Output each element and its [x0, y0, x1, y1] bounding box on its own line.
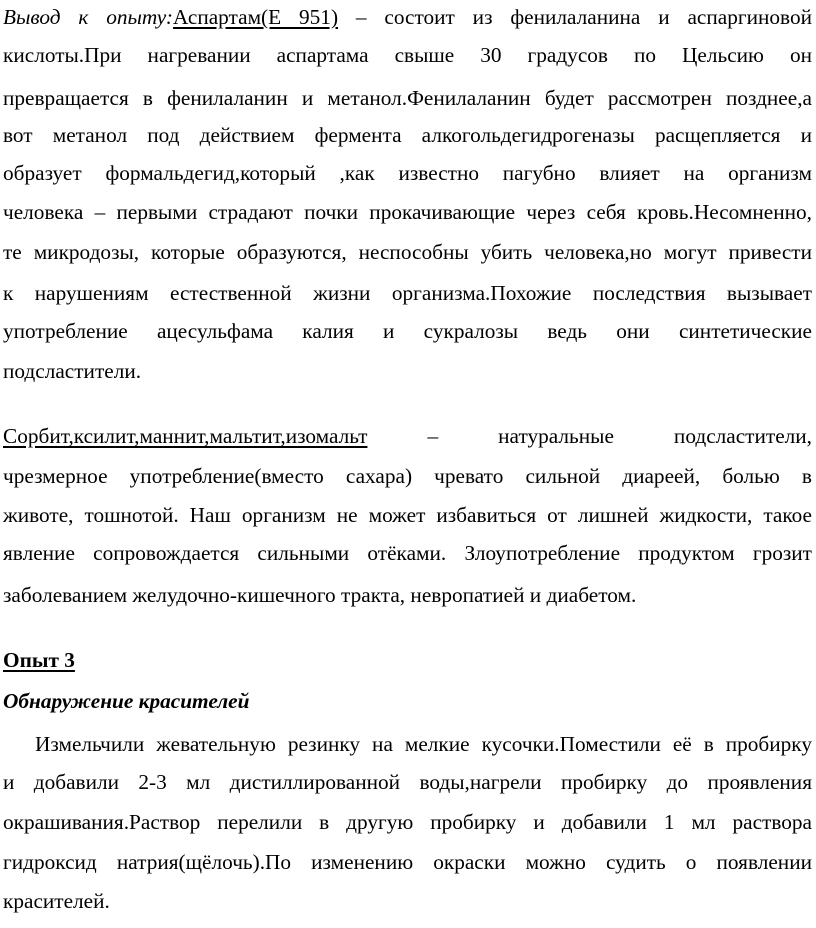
experiment-heading: Опыт 3	[3, 648, 75, 672]
paragraph2-line-1-rest: – натуральные подсластители,	[367, 424, 812, 448]
experiment-line: окрашивания.Раствор перелили в другую пробирку и добавили 1 мл раствора	[3, 810, 812, 834]
paragraph1-line: человека – первыми страдают почки прокачивающие через себя кровь.Несомненно,	[3, 200, 812, 224]
sugar-alcohols-term: Сорбит,ксилит,маннит,мальтит,изомальт	[3, 424, 368, 448]
experiment-line: красителей.	[3, 889, 110, 913]
paragraph1-line: употребление ацесульфама калия и сукралозы ведь они синтетические	[3, 319, 812, 343]
paragraph1-line: те микродозы, которые образуются, неспособны убить человека,но могут привести	[3, 240, 812, 264]
paragraph1-line-1	[3, 2, 812, 32]
paragraph1-line: образует формальдегид,который ,как известно пагубно влияет на организм	[3, 161, 812, 185]
paragraph2-line: явление сопровождается сильными отёками. Злоупотребление продуктом грозит	[3, 541, 812, 565]
paragraph2-line: чрезмерное употребление(вместо сахара) чревато сильной диареей, болью в	[3, 464, 812, 488]
paragraph2-line: животе, тошнотой. Наш организм не может избавиться от лишней жидкости, такое	[3, 503, 812, 527]
conclusion-label: Вывод к опыту:	[3, 5, 174, 29]
paragraph1-line: вот метанол под действием фермента алкогольдегидрогеназы расщепляется и	[3, 123, 812, 147]
paragraph1-line: подсластители.	[3, 359, 142, 383]
aspartame-term: Аспартам(Е 951)	[173, 5, 339, 29]
experiment-line: и добавили 2-3 мл дистиллированной воды,нагрели пробирку до проявления	[3, 770, 812, 794]
paragraph1-line: к нарушениям естественной жизни организма.Похожие последствия вызывает	[3, 281, 812, 305]
experiment-subheading: Обнаружение красителей	[3, 689, 250, 713]
paragraph1-line-1-rest: – состоит из фенилаланина и аспаргиновой	[338, 5, 812, 29]
paragraph2-line-1	[3, 421, 812, 451]
experiment-line: гидроксид натрия(щёлочь).По изменению окраски можно судить о появлении	[3, 850, 812, 874]
paragraph1-line: кислоты.При нагревании аспартама свыше 30 градусов по Цельсию он	[3, 43, 812, 67]
paragraph2-line: заболеванием желудочно-кишечного тракта, невропатией и диабетом.	[3, 583, 637, 607]
paragraph1-line: превращается в фенилаланин и метанол.Фенилаланин будет рассмотрен позднее,а	[3, 86, 812, 110]
experiment-line: Измельчили жевательную резинку на мелкие кусочки.Поместили её в пробирку	[35, 732, 812, 756]
